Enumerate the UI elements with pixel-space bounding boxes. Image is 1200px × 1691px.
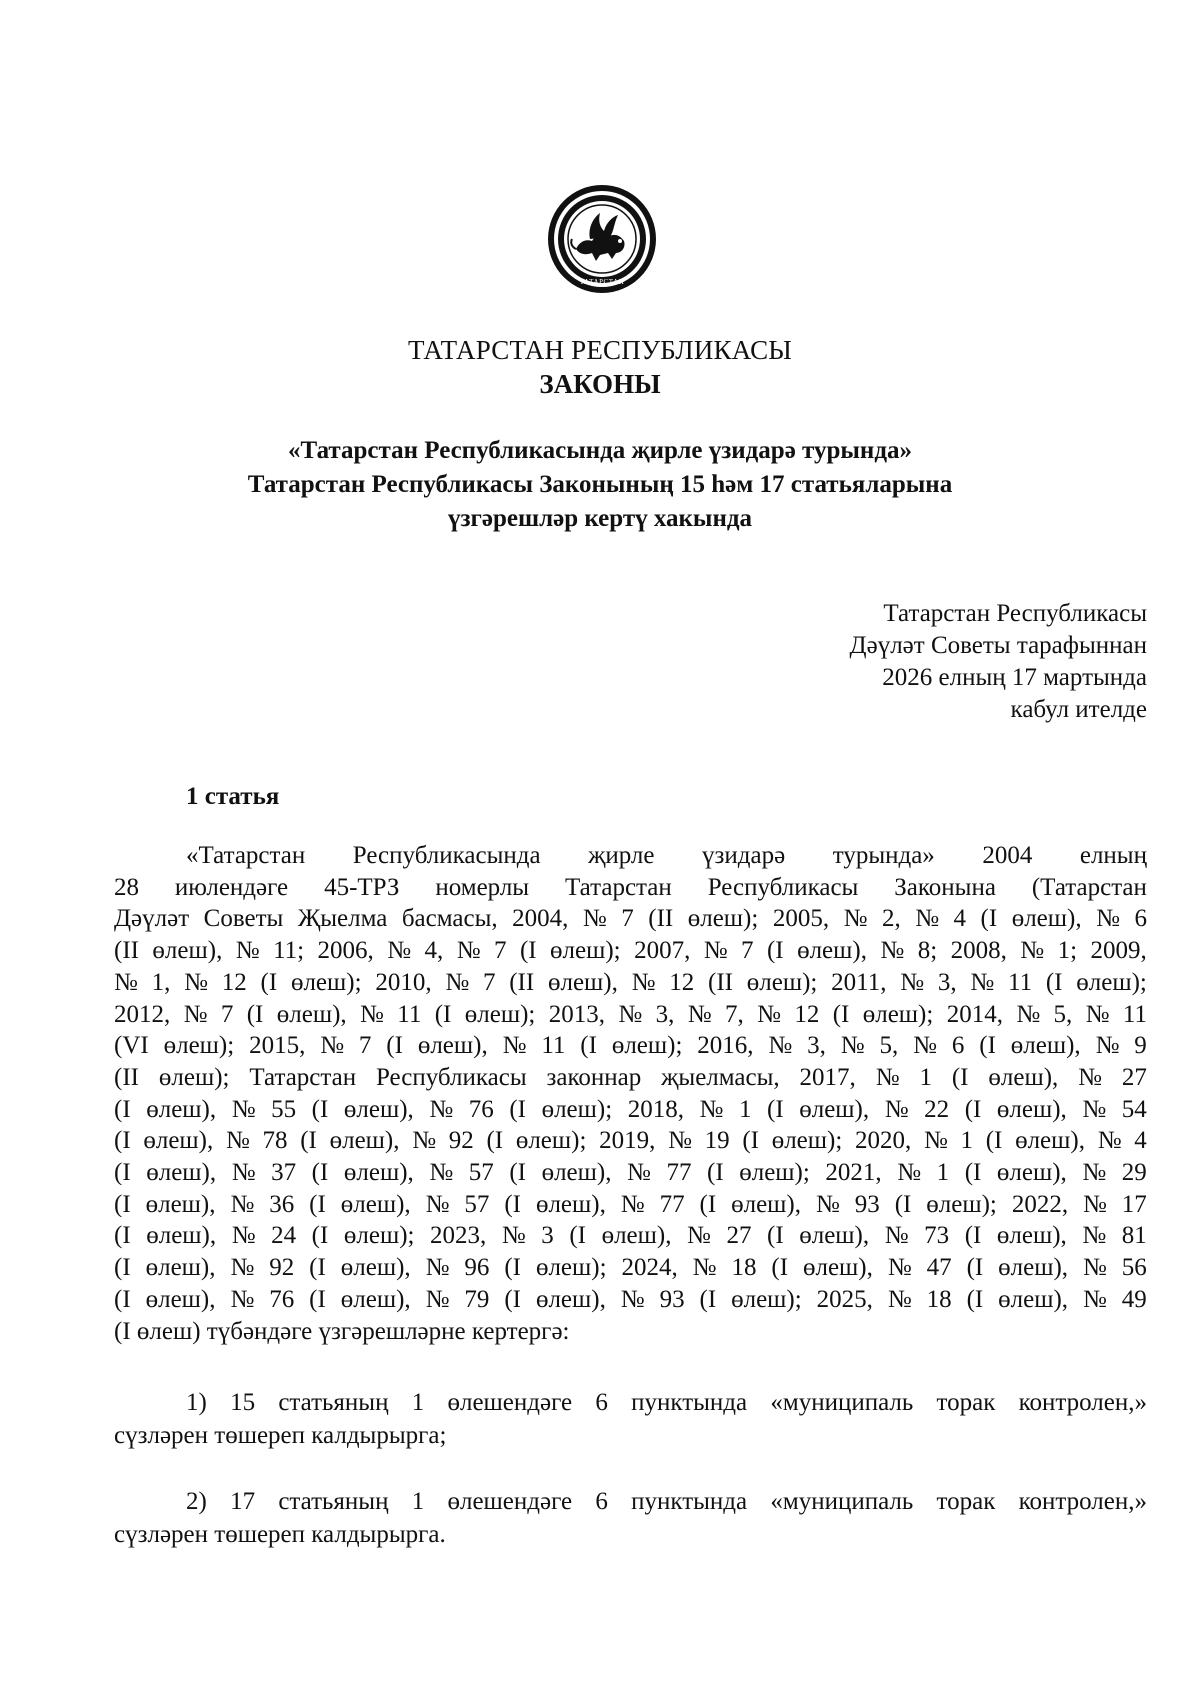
law-title-line: үзгәрешләр кертү хакында	[447, 505, 752, 532]
header-doc-type: ЗАКОНЫ	[539, 369, 661, 399]
law-title-line: Татарстан Республикасы Законының 15 һәм 17 статьяларына	[247, 471, 953, 498]
paragraph-line: 28 июлендәге 45-ТРЗ номерлы Татарстан Республикасы Законына (Татарстан	[114, 873, 1147, 901]
paragraph-line: (I өлеш), № 76 (I өлеш), № 79 (I өлеш), № 93 (I өлеш); 2025, № 18 (I өлеш), № 49	[114, 1285, 1147, 1313]
paragraph-line: (I өлеш) түбәндәге үзгәрешләрне кертергә:	[114, 1317, 570, 1345]
tatarstan-coat-of-arms-icon	[546, 183, 658, 295]
paragraph-line: (I өлеш), № 24 (I өлеш); 2023, № 3 (I өлеш), № 27 (I өлеш), № 73 (I өлеш), № 81	[114, 1222, 1147, 1250]
paragraph-line: Дәүләт Советы Җыелма басмасы, 2004, № 7 (II өлеш); 2005, № 2, № 4 (I өлеш), № 6	[114, 905, 1147, 933]
amendment-line: сүзләрен төшереп калдырырга.	[114, 1521, 446, 1548]
paragraph-line: (VI өлеш); 2015, № 7 (I өлеш), № 11 (I өлеш); 2016, № 3, № 5, № 6 (I өлеш), № 9	[114, 1032, 1147, 1060]
article-heading: 1 статья	[186, 783, 280, 810]
adoption-line: кабул ителде	[1010, 696, 1147, 723]
law-title	[0, 434, 1200, 536]
adoption-line: Татарстан Республикасы	[883, 600, 1147, 627]
article-paragraph	[114, 840, 1147, 1347]
amendment-item-1	[114, 1386, 1147, 1452]
paragraph-line: (I өлеш), № 78 (I өлеш), № 92 (I өлеш); 2019, № 19 (I өлеш); 2020, № 1 (I өлеш), № 4	[114, 1127, 1147, 1155]
amendment-item-2	[114, 1485, 1147, 1551]
adoption-line: Дәүләт Советы тарафыннан	[849, 632, 1147, 659]
paragraph-line: «Татарстан Республикасында җирле үзидарә турында» 2004 елның	[186, 842, 1147, 869]
law-title-line: «Татарстан Республикасында җирле үзидарә турында»	[288, 437, 912, 464]
paragraph-line: 2012, № 7 (I өлеш), № 11 (I өлеш); 2013, № 3, № 7, № 12 (I өлеш); 2014, № 5, № 11	[114, 1000, 1147, 1028]
paragraph-line: (II өлеш); Татарстан Республикасы законнар җыелмасы, 2017, № 1 (I өлеш), № 27	[114, 1063, 1147, 1091]
adoption-note	[850, 598, 1147, 726]
paragraph-line: № 1, № 12 (I өлеш); 2010, № 7 (II өлеш), № 12 (II өлеш); 2011, № 3, № 11 (I өлеш);	[114, 968, 1147, 996]
paragraph-line: (I өлеш), № 36 (I өлеш), № 57 (I өлеш), № 77 (I өлеш), № 93 (I өлеш); 2022, № 17	[114, 1190, 1147, 1218]
adoption-line: 2026 елның 17 мартында	[882, 664, 1147, 691]
amendment-line: сүзләрен төшереп калдырырга;	[114, 1422, 447, 1449]
header-republic: ТАТАРСТАН РЕСПУБЛИКАСЫ	[407, 335, 793, 365]
emblem-ring-text: ТАТАРСТАН	[579, 278, 625, 286]
paragraph-line: (II өлеш), № 11; 2006, № 4, № 7 (I өлеш); 2007, № 7 (I өлеш), № 8; 2008, № 1; 2009,	[114, 937, 1147, 965]
paragraph-line: (I өлеш), № 55 (I өлеш), № 76 (I өлеш); 2018, № 1 (I өлеш), № 22 (I өлеш), № 54	[114, 1095, 1147, 1123]
amendment-line: 1) 15 статьяның 1 өлешендәге 6 пунктында «муниципаль торак контролен,»	[186, 1389, 1147, 1416]
paragraph-line: (I өлеш), № 37 (I өлеш), № 57 (I өлеш), № 77 (I өлеш); 2021, № 1 (I өлеш), № 29	[114, 1159, 1147, 1187]
paragraph-line: (I өлеш), № 92 (I өлеш), № 96 (I өлеш); 2024, № 18 (I өлеш), № 47 (I өлеш), № 56	[114, 1254, 1147, 1282]
amendment-line: 2) 17 статьяның 1 өлешендәге 6 пунктында «муниципаль торак контролен,»	[186, 1488, 1147, 1515]
